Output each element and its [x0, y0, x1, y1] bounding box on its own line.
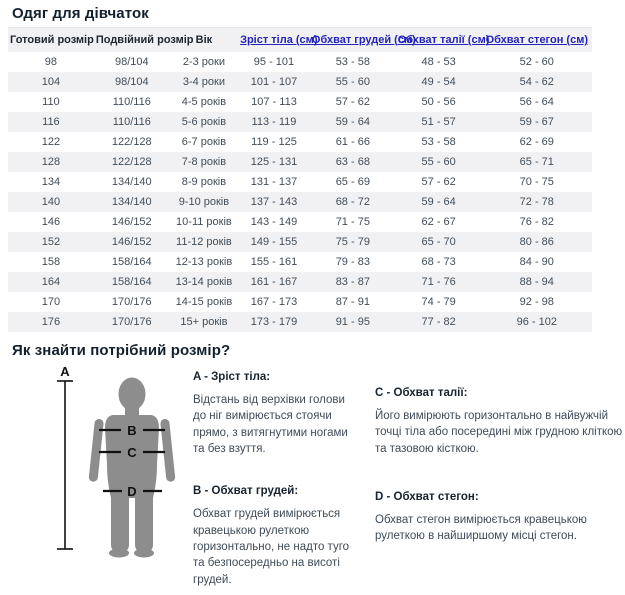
table-cell: 79 - 83	[335, 256, 370, 268]
figure-label-d: D	[127, 484, 137, 499]
column-header: Подвійний розмір	[95, 34, 194, 46]
table-cell: 170/176	[111, 316, 152, 328]
table-row	[8, 192, 592, 212]
table-cell: 164	[41, 276, 61, 288]
table-cell: 49 - 54	[421, 76, 456, 88]
measurement-figure	[52, 363, 187, 570]
table-cell: 76 - 82	[519, 216, 554, 228]
table-cell: 10-11 років	[176, 216, 232, 228]
table-cell: 125 - 131	[250, 156, 298, 168]
table-cell: 65 - 69	[335, 176, 370, 188]
table-cell: 68 - 73	[421, 256, 456, 268]
column-header[interactable]: Обхват грудей (см)	[311, 34, 416, 46]
table-cell: 92 - 98	[519, 296, 554, 308]
table-cell: 146/152	[111, 236, 152, 248]
figure-label-b: B	[127, 423, 137, 438]
guide-item-heading: C - Обхват талії:	[375, 387, 468, 399]
table-cell: 8-9 років	[181, 176, 227, 188]
guide-column-left	[193, 363, 361, 588]
table-cell: 9-10 років	[178, 196, 230, 208]
table-row	[8, 92, 592, 112]
table-cell: 55 - 60	[335, 76, 370, 88]
table-cell: 116	[42, 116, 60, 128]
table-cell: 134/140	[111, 176, 152, 188]
guide-item-heading: A - Зріст тіла:	[193, 371, 271, 383]
table-cell: 137 - 143	[250, 196, 298, 208]
height-measure-line	[57, 381, 73, 549]
table-row	[8, 312, 592, 332]
table-cell: 140	[41, 196, 61, 208]
table-cell: 71 - 75	[335, 216, 370, 228]
table-cell: 15+ років	[180, 316, 228, 328]
table-cell: 107 - 113	[251, 96, 297, 108]
table-cell: 98/104	[114, 76, 149, 88]
table-row	[8, 52, 592, 72]
table-cell: 98/104	[114, 56, 149, 68]
table-cell: 65 - 71	[519, 156, 554, 168]
table-cell: 75 - 79	[335, 236, 370, 248]
table-cell: 110/116	[112, 116, 151, 128]
table-cell: 3-4 роки	[182, 76, 225, 88]
table-cell: 84 - 90	[519, 256, 554, 268]
table-cell: 158/164	[111, 256, 152, 268]
table-cell: 161 - 167	[250, 276, 298, 288]
table-cell: 7-8 років	[181, 156, 227, 168]
table-cell: 110	[42, 96, 60, 108]
table-header-row	[8, 28, 592, 53]
table-cell: 62 - 69	[519, 136, 554, 148]
table-cell: 167 - 173	[250, 296, 298, 308]
section-title: Як знайти потрібний розмір?	[12, 342, 231, 359]
table-row	[8, 272, 592, 292]
table-cell: 14-15 років	[175, 296, 233, 308]
table-cell: 143 - 149	[250, 216, 298, 228]
table-cell: 71 - 76	[421, 276, 456, 288]
table-cell: 62 - 67	[421, 216, 456, 228]
table-cell: 56 - 64	[519, 96, 554, 108]
table-cell: 128	[41, 156, 61, 168]
column-header[interactable]: Зріст тіла (см)	[240, 34, 318, 46]
figure-label-c: C	[127, 445, 137, 460]
table-cell: 122	[41, 136, 61, 148]
table-cell: 170	[41, 296, 61, 308]
table-cell: 5-6 років	[181, 116, 227, 128]
guide-item-height	[193, 371, 361, 457]
column-header[interactable]: Обхват стегон (см)	[485, 34, 588, 46]
table-row	[8, 112, 592, 132]
table-cell: 131 - 137	[250, 176, 298, 188]
table-cell: 134	[41, 176, 61, 188]
table-cell: 11-12 років	[176, 236, 232, 248]
table-cell: 158	[41, 256, 61, 268]
table-cell: 65 - 70	[421, 236, 456, 248]
table-cell: 77 - 82	[421, 316, 456, 328]
table-cell: 98	[44, 56, 58, 68]
guide-item-body: Обхват грудей вимірюється кравецькою рулеткою горизонтально, не надто туго та безпосередньо на висоті грудей.	[193, 508, 350, 586]
table-cell: 152	[41, 236, 61, 248]
table-cell: 134/140	[111, 196, 152, 208]
measurement-guide	[0, 363, 623, 588]
figure-label-a: A	[60, 364, 70, 379]
table-row	[8, 152, 592, 172]
table-cell: 4-5 років	[181, 96, 227, 108]
table-cell: 104	[41, 76, 61, 88]
table-cell: 119 - 125	[251, 136, 297, 148]
table-cell: 55 - 60	[421, 156, 456, 168]
guide-item-waist	[375, 387, 625, 457]
table-cell: 83 - 87	[335, 276, 370, 288]
table-cell: 70 - 75	[519, 176, 554, 188]
table-row	[8, 232, 592, 252]
table-cell: 59 - 67	[519, 116, 554, 128]
table-cell: 122/128	[111, 136, 152, 148]
table-cell: 74 - 79	[421, 296, 456, 308]
table-cell: 146	[41, 216, 61, 228]
table-cell: 101 - 107	[250, 76, 298, 88]
table-cell: 61 - 66	[335, 136, 370, 148]
table-cell: 2-3 роки	[182, 56, 225, 68]
table-row	[8, 292, 592, 312]
table-cell: 110/116	[112, 96, 151, 108]
page-title: Одяг для дівчаток	[12, 5, 149, 22]
table-cell: 54 - 62	[519, 76, 554, 88]
table-cell: 52 - 60	[519, 56, 554, 68]
table-cell: 176	[41, 316, 61, 328]
table-cell: 13-14 років	[175, 276, 233, 288]
child-silhouette-diagram	[52, 365, 187, 565]
table-cell: 155 - 161	[250, 256, 298, 268]
table-row	[8, 72, 592, 92]
table-row	[8, 212, 592, 232]
table-cell: 12-13 років	[175, 256, 233, 268]
table-cell: 173 - 179	[250, 316, 298, 328]
table-row	[8, 132, 592, 152]
guide-item-heading: B - Обхват грудей:	[193, 485, 299, 498]
table-cell: 113 - 119	[251, 116, 297, 128]
column-header[interactable]: Обхват талії (см)	[397, 34, 490, 46]
table-cell: 122/128	[111, 156, 152, 168]
table-cell: 53 - 58	[421, 136, 456, 148]
table-cell: 6-7 років	[181, 136, 227, 148]
table-cell: 96 - 102	[516, 316, 557, 328]
column-header: Готовий розмір	[10, 34, 94, 46]
table-cell: 158/164	[111, 276, 152, 288]
guide-item-body: Його вимірюють горизонтально в найвужчій точці тіла або посередині між грудною кліткою та тазовою кісткою.	[375, 410, 623, 455]
table-cell: 170/176	[111, 296, 152, 308]
guide-item-heading: D - Обхват стегон:	[375, 490, 479, 503]
guide-column-right	[375, 363, 625, 545]
table-body	[8, 52, 592, 332]
table-cell: 72 - 78	[519, 196, 554, 208]
table-cell: 51 - 57	[421, 116, 456, 128]
size-table	[8, 27, 592, 332]
table-cell: 50 - 56	[421, 96, 456, 108]
table-cell: 57 - 62	[421, 176, 456, 188]
guide-item-body: Відстань від верхівки голови до ніг вимірюється стоячи прямо, з витягнутими ногами та без взуття.	[193, 394, 348, 455]
table-cell: 95 - 101	[253, 56, 295, 68]
guide-item-chest	[193, 485, 361, 588]
table-cell: 53 - 58	[335, 56, 370, 68]
table-cell: 59 - 64	[335, 116, 370, 128]
guide-item-body: Обхват стегон вимірюється кравецькою рулеткою в найширшому місці стегон.	[375, 513, 587, 543]
table-cell: 80 - 86	[519, 236, 554, 248]
table-cell: 57 - 62	[335, 96, 370, 108]
table-cell: 149 - 155	[250, 236, 298, 248]
table-cell: 48 - 53	[421, 56, 456, 68]
table-cell: 87 - 91	[335, 296, 370, 308]
table-row	[8, 252, 592, 272]
guide-item-hips	[375, 491, 625, 545]
table-cell: 91 - 95	[335, 316, 370, 328]
column-header: Вік	[195, 34, 213, 46]
table-cell: 63 - 68	[335, 156, 370, 168]
table-cell: 68 - 72	[335, 196, 370, 208]
table-cell: 146/152	[111, 216, 152, 228]
table-cell: 59 - 64	[421, 196, 456, 208]
table-cell: 88 - 94	[519, 276, 554, 288]
child-silhouette	[88, 378, 175, 558]
table-row	[8, 172, 592, 192]
